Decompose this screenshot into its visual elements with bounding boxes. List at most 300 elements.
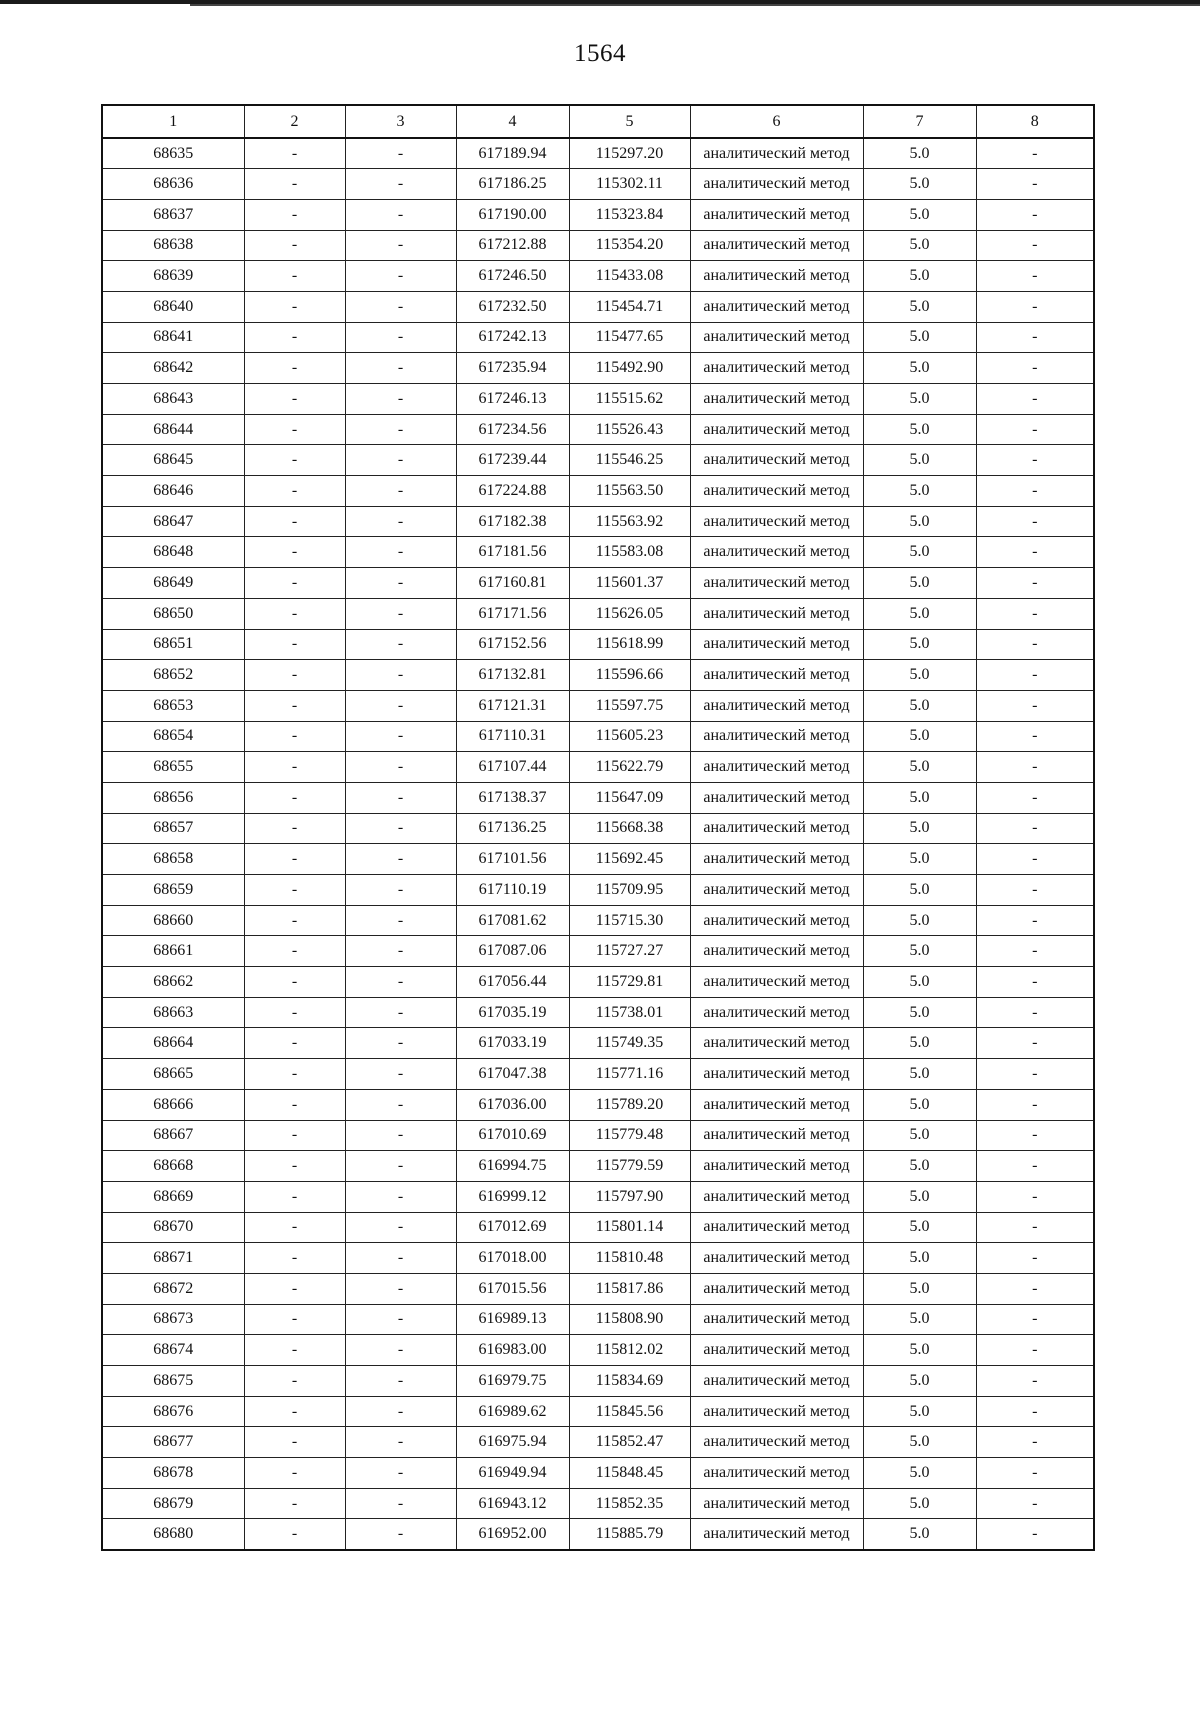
table-row bbox=[102, 414, 1094, 445]
col8-cell: - bbox=[976, 261, 1094, 292]
method-cell: аналитический метод bbox=[690, 813, 863, 844]
col3-cell: - bbox=[345, 1273, 456, 1304]
x-coordinate-cell: 617087.06 bbox=[456, 936, 569, 967]
accuracy-cell: 5.0 bbox=[863, 629, 976, 660]
col2-cell: - bbox=[244, 1519, 345, 1550]
table-row bbox=[102, 660, 1094, 691]
col8-cell: - bbox=[976, 1304, 1094, 1335]
col8-cell: - bbox=[976, 138, 1094, 169]
x-coordinate-cell: 616943.12 bbox=[456, 1488, 569, 1519]
point-number-cell: 68659 bbox=[102, 875, 244, 906]
y-coordinate-cell: 115597.75 bbox=[569, 690, 690, 721]
col2-cell: - bbox=[244, 875, 345, 906]
col2-cell: - bbox=[244, 445, 345, 476]
col2-cell: - bbox=[244, 1181, 345, 1212]
col2-cell: - bbox=[244, 936, 345, 967]
x-coordinate-cell: 617152.56 bbox=[456, 629, 569, 660]
table-row bbox=[102, 537, 1094, 568]
col2-cell: - bbox=[244, 1120, 345, 1151]
col8-cell: - bbox=[976, 905, 1094, 936]
x-coordinate-cell: 617121.31 bbox=[456, 690, 569, 721]
col2-cell: - bbox=[244, 414, 345, 445]
point-number-cell: 68680 bbox=[102, 1519, 244, 1550]
x-coordinate-cell: 617047.38 bbox=[456, 1059, 569, 1090]
method-cell: аналитический метод bbox=[690, 905, 863, 936]
point-number-cell: 68649 bbox=[102, 568, 244, 599]
x-coordinate-cell: 617110.31 bbox=[456, 721, 569, 752]
x-coordinate-cell: 616989.13 bbox=[456, 1304, 569, 1335]
x-coordinate-cell: 616999.12 bbox=[456, 1181, 569, 1212]
y-coordinate-cell: 115779.48 bbox=[569, 1120, 690, 1151]
point-number-cell: 68672 bbox=[102, 1273, 244, 1304]
table-row bbox=[102, 322, 1094, 353]
col8-cell: - bbox=[976, 1059, 1094, 1090]
point-number-cell: 68638 bbox=[102, 230, 244, 261]
method-cell: аналитический метод bbox=[690, 844, 863, 875]
col8-cell: - bbox=[976, 660, 1094, 691]
y-coordinate-cell: 115715.30 bbox=[569, 905, 690, 936]
col3-cell: - bbox=[345, 690, 456, 721]
point-number-cell: 68679 bbox=[102, 1488, 244, 1519]
col8-cell: - bbox=[976, 1089, 1094, 1120]
col2-cell: - bbox=[244, 598, 345, 629]
y-coordinate-cell: 115692.45 bbox=[569, 844, 690, 875]
point-number-cell: 68639 bbox=[102, 261, 244, 292]
x-coordinate-cell: 617234.56 bbox=[456, 414, 569, 445]
x-coordinate-cell: 617242.13 bbox=[456, 322, 569, 353]
accuracy-cell: 5.0 bbox=[863, 199, 976, 230]
method-cell: аналитический метод bbox=[690, 476, 863, 507]
col2-cell: - bbox=[244, 905, 345, 936]
col8-cell: - bbox=[976, 1488, 1094, 1519]
table-row bbox=[102, 230, 1094, 261]
col3-cell: - bbox=[345, 568, 456, 599]
accuracy-cell: 5.0 bbox=[863, 660, 976, 691]
y-coordinate-cell: 115601.37 bbox=[569, 568, 690, 599]
accuracy-cell: 5.0 bbox=[863, 1120, 976, 1151]
x-coordinate-cell: 616949.94 bbox=[456, 1458, 569, 1489]
table-row bbox=[102, 169, 1094, 200]
accuracy-cell: 5.0 bbox=[863, 813, 976, 844]
y-coordinate-cell: 115546.25 bbox=[569, 445, 690, 476]
y-coordinate-cell: 115605.23 bbox=[569, 721, 690, 752]
y-coordinate-cell: 115433.08 bbox=[569, 261, 690, 292]
col8-cell: - bbox=[976, 322, 1094, 353]
col3-cell: - bbox=[345, 199, 456, 230]
point-number-cell: 68674 bbox=[102, 1335, 244, 1366]
col3-cell: - bbox=[345, 1181, 456, 1212]
x-coordinate-cell: 617186.25 bbox=[456, 169, 569, 200]
point-number-cell: 68661 bbox=[102, 936, 244, 967]
method-cell: аналитический метод bbox=[690, 353, 863, 384]
accuracy-cell: 5.0 bbox=[863, 598, 976, 629]
col2-cell: - bbox=[244, 660, 345, 691]
table-row bbox=[102, 936, 1094, 967]
column-header: 5 bbox=[569, 105, 690, 138]
col3-cell: - bbox=[345, 997, 456, 1028]
y-coordinate-cell: 115852.35 bbox=[569, 1488, 690, 1519]
table-row bbox=[102, 752, 1094, 783]
col2-cell: - bbox=[244, 1488, 345, 1519]
x-coordinate-cell: 617189.94 bbox=[456, 138, 569, 169]
point-number-cell: 68662 bbox=[102, 967, 244, 998]
y-coordinate-cell: 115817.86 bbox=[569, 1273, 690, 1304]
accuracy-cell: 5.0 bbox=[863, 1243, 976, 1274]
col3-cell: - bbox=[345, 1212, 456, 1243]
x-coordinate-cell: 617056.44 bbox=[456, 967, 569, 998]
col2-cell: - bbox=[244, 138, 345, 169]
x-coordinate-cell: 617160.81 bbox=[456, 568, 569, 599]
method-cell: аналитический метод bbox=[690, 1366, 863, 1397]
method-cell: аналитический метод bbox=[690, 506, 863, 537]
column-header: 7 bbox=[863, 105, 976, 138]
table-row bbox=[102, 905, 1094, 936]
table-row bbox=[102, 1028, 1094, 1059]
table-row bbox=[102, 997, 1094, 1028]
table-row bbox=[102, 353, 1094, 384]
table-row bbox=[102, 1488, 1094, 1519]
accuracy-cell: 5.0 bbox=[863, 291, 976, 322]
y-coordinate-cell: 115779.59 bbox=[569, 1151, 690, 1182]
table-row bbox=[102, 506, 1094, 537]
accuracy-cell: 5.0 bbox=[863, 414, 976, 445]
col3-cell: - bbox=[345, 261, 456, 292]
method-cell: аналитический метод bbox=[690, 138, 863, 169]
col8-cell: - bbox=[976, 506, 1094, 537]
x-coordinate-cell: 617181.56 bbox=[456, 537, 569, 568]
col2-cell: - bbox=[244, 353, 345, 384]
y-coordinate-cell: 115323.84 bbox=[569, 199, 690, 230]
col3-cell: - bbox=[345, 1028, 456, 1059]
accuracy-cell: 5.0 bbox=[863, 905, 976, 936]
y-coordinate-cell: 115789.20 bbox=[569, 1089, 690, 1120]
y-coordinate-cell: 115749.35 bbox=[569, 1028, 690, 1059]
table-row bbox=[102, 1181, 1094, 1212]
table-row bbox=[102, 813, 1094, 844]
x-coordinate-cell: 617101.56 bbox=[456, 844, 569, 875]
accuracy-cell: 5.0 bbox=[863, 1427, 976, 1458]
x-coordinate-cell: 616994.75 bbox=[456, 1151, 569, 1182]
point-number-cell: 68675 bbox=[102, 1366, 244, 1397]
y-coordinate-cell: 115738.01 bbox=[569, 997, 690, 1028]
col8-cell: - bbox=[976, 476, 1094, 507]
table-row bbox=[102, 1273, 1094, 1304]
col3-cell: - bbox=[345, 844, 456, 875]
col8-cell: - bbox=[976, 1212, 1094, 1243]
table-row bbox=[102, 1335, 1094, 1366]
table-row bbox=[102, 261, 1094, 292]
col2-cell: - bbox=[244, 476, 345, 507]
accuracy-cell: 5.0 bbox=[863, 506, 976, 537]
method-cell: аналитический метод bbox=[690, 445, 863, 476]
col3-cell: - bbox=[345, 721, 456, 752]
point-number-cell: 68644 bbox=[102, 414, 244, 445]
col2-cell: - bbox=[244, 568, 345, 599]
col8-cell: - bbox=[976, 782, 1094, 813]
col2-cell: - bbox=[244, 322, 345, 353]
col8-cell: - bbox=[976, 568, 1094, 599]
accuracy-cell: 5.0 bbox=[863, 353, 976, 384]
y-coordinate-cell: 115647.09 bbox=[569, 782, 690, 813]
col8-cell: - bbox=[976, 384, 1094, 415]
x-coordinate-cell: 617232.50 bbox=[456, 291, 569, 322]
column-header: 1 bbox=[102, 105, 244, 138]
point-number-cell: 68670 bbox=[102, 1212, 244, 1243]
col2-cell: - bbox=[244, 967, 345, 998]
column-header: 6 bbox=[690, 105, 863, 138]
col8-cell: - bbox=[976, 844, 1094, 875]
col8-cell: - bbox=[976, 230, 1094, 261]
point-number-cell: 68642 bbox=[102, 353, 244, 384]
method-cell: аналитический метод bbox=[690, 291, 863, 322]
point-number-cell: 68650 bbox=[102, 598, 244, 629]
accuracy-cell: 5.0 bbox=[863, 936, 976, 967]
table-row bbox=[102, 782, 1094, 813]
table-row bbox=[102, 875, 1094, 906]
col2-cell: - bbox=[244, 629, 345, 660]
column-header: 8 bbox=[976, 105, 1094, 138]
table-row bbox=[102, 844, 1094, 875]
x-coordinate-cell: 617035.19 bbox=[456, 997, 569, 1028]
point-number-cell: 68637 bbox=[102, 199, 244, 230]
y-coordinate-cell: 115852.47 bbox=[569, 1427, 690, 1458]
col3-cell: - bbox=[345, 1304, 456, 1335]
col2-cell: - bbox=[244, 1396, 345, 1427]
table-row bbox=[102, 138, 1094, 169]
method-cell: аналитический метод bbox=[690, 598, 863, 629]
y-coordinate-cell: 115618.99 bbox=[569, 629, 690, 660]
method-cell: аналитический метод bbox=[690, 997, 863, 1028]
col2-cell: - bbox=[244, 1028, 345, 1059]
method-cell: аналитический метод bbox=[690, 1120, 863, 1151]
col2-cell: - bbox=[244, 1243, 345, 1274]
col3-cell: - bbox=[345, 138, 456, 169]
accuracy-cell: 5.0 bbox=[863, 476, 976, 507]
method-cell: аналитический метод bbox=[690, 1458, 863, 1489]
col3-cell: - bbox=[345, 875, 456, 906]
method-cell: аналитический метод bbox=[690, 230, 863, 261]
col2-cell: - bbox=[244, 537, 345, 568]
table-row bbox=[102, 1243, 1094, 1274]
point-number-cell: 68677 bbox=[102, 1427, 244, 1458]
accuracy-cell: 5.0 bbox=[863, 844, 976, 875]
col3-cell: - bbox=[345, 322, 456, 353]
x-coordinate-cell: 617212.88 bbox=[456, 230, 569, 261]
y-coordinate-cell: 115354.20 bbox=[569, 230, 690, 261]
col3-cell: - bbox=[345, 445, 456, 476]
x-coordinate-cell: 617010.69 bbox=[456, 1120, 569, 1151]
col2-cell: - bbox=[244, 1089, 345, 1120]
x-coordinate-cell: 616989.62 bbox=[456, 1396, 569, 1427]
table-row bbox=[102, 1304, 1094, 1335]
col8-cell: - bbox=[976, 1427, 1094, 1458]
point-number-cell: 68660 bbox=[102, 905, 244, 936]
col2-cell: - bbox=[244, 169, 345, 200]
point-number-cell: 68666 bbox=[102, 1089, 244, 1120]
col8-cell: - bbox=[976, 445, 1094, 476]
col2-cell: - bbox=[244, 997, 345, 1028]
col2-cell: - bbox=[244, 813, 345, 844]
y-coordinate-cell: 115797.90 bbox=[569, 1181, 690, 1212]
accuracy-cell: 5.0 bbox=[863, 537, 976, 568]
col3-cell: - bbox=[345, 1151, 456, 1182]
col3-cell: - bbox=[345, 506, 456, 537]
y-coordinate-cell: 115729.81 bbox=[569, 967, 690, 998]
col8-cell: - bbox=[976, 1181, 1094, 1212]
accuracy-cell: 5.0 bbox=[863, 1304, 976, 1335]
x-coordinate-cell: 617239.44 bbox=[456, 445, 569, 476]
col8-cell: - bbox=[976, 1458, 1094, 1489]
table-row bbox=[102, 1519, 1094, 1550]
point-number-cell: 68664 bbox=[102, 1028, 244, 1059]
scan-edge-top-secondary bbox=[190, 4, 1200, 6]
accuracy-cell: 5.0 bbox=[863, 1212, 976, 1243]
x-coordinate-cell: 617036.00 bbox=[456, 1089, 569, 1120]
table-row bbox=[102, 1089, 1094, 1120]
accuracy-cell: 5.0 bbox=[863, 1059, 976, 1090]
point-number-cell: 68668 bbox=[102, 1151, 244, 1182]
point-number-cell: 68655 bbox=[102, 752, 244, 783]
method-cell: аналитический метод bbox=[690, 1089, 863, 1120]
x-coordinate-cell: 617246.50 bbox=[456, 261, 569, 292]
table-row bbox=[102, 690, 1094, 721]
y-coordinate-cell: 115515.62 bbox=[569, 384, 690, 415]
col3-cell: - bbox=[345, 1427, 456, 1458]
point-number-cell: 68656 bbox=[102, 782, 244, 813]
accuracy-cell: 5.0 bbox=[863, 169, 976, 200]
col3-cell: - bbox=[345, 537, 456, 568]
accuracy-cell: 5.0 bbox=[863, 1181, 976, 1212]
point-number-cell: 68676 bbox=[102, 1396, 244, 1427]
col8-cell: - bbox=[976, 690, 1094, 721]
table-row bbox=[102, 568, 1094, 599]
col3-cell: - bbox=[345, 660, 456, 691]
table-row bbox=[102, 1396, 1094, 1427]
y-coordinate-cell: 115477.65 bbox=[569, 322, 690, 353]
col8-cell: - bbox=[976, 598, 1094, 629]
accuracy-cell: 5.0 bbox=[863, 1151, 976, 1182]
point-number-cell: 68678 bbox=[102, 1458, 244, 1489]
col3-cell: - bbox=[345, 1396, 456, 1427]
table-header-row bbox=[102, 105, 1094, 138]
col8-cell: - bbox=[976, 936, 1094, 967]
method-cell: аналитический метод bbox=[690, 322, 863, 353]
table-row bbox=[102, 721, 1094, 752]
col2-cell: - bbox=[244, 1212, 345, 1243]
accuracy-cell: 5.0 bbox=[863, 1273, 976, 1304]
accuracy-cell: 5.0 bbox=[863, 782, 976, 813]
method-cell: аналитический метод bbox=[690, 384, 863, 415]
col3-cell: - bbox=[345, 1059, 456, 1090]
y-coordinate-cell: 115297.20 bbox=[569, 138, 690, 169]
accuracy-cell: 5.0 bbox=[863, 445, 976, 476]
method-cell: аналитический метод bbox=[690, 875, 863, 906]
x-coordinate-cell: 617235.94 bbox=[456, 353, 569, 384]
table-row bbox=[102, 445, 1094, 476]
accuracy-cell: 5.0 bbox=[863, 1488, 976, 1519]
x-coordinate-cell: 617138.37 bbox=[456, 782, 569, 813]
col8-cell: - bbox=[976, 1335, 1094, 1366]
x-coordinate-cell: 617246.13 bbox=[456, 384, 569, 415]
y-coordinate-cell: 115808.90 bbox=[569, 1304, 690, 1335]
point-number-cell: 68641 bbox=[102, 322, 244, 353]
col8-cell: - bbox=[976, 537, 1094, 568]
col8-cell: - bbox=[976, 752, 1094, 783]
method-cell: аналитический метод bbox=[690, 782, 863, 813]
x-coordinate-cell: 617081.62 bbox=[456, 905, 569, 936]
accuracy-cell: 5.0 bbox=[863, 1519, 976, 1550]
point-number-cell: 68640 bbox=[102, 291, 244, 322]
col8-cell: - bbox=[976, 721, 1094, 752]
col8-cell: - bbox=[976, 1396, 1094, 1427]
y-coordinate-cell: 115526.43 bbox=[569, 414, 690, 445]
point-number-cell: 68671 bbox=[102, 1243, 244, 1274]
accuracy-cell: 5.0 bbox=[863, 752, 976, 783]
col2-cell: - bbox=[244, 1366, 345, 1397]
col3-cell: - bbox=[345, 291, 456, 322]
y-coordinate-cell: 115668.38 bbox=[569, 813, 690, 844]
method-cell: аналитический метод bbox=[690, 629, 863, 660]
x-coordinate-cell: 617182.38 bbox=[456, 506, 569, 537]
col8-cell: - bbox=[976, 353, 1094, 384]
table-row bbox=[102, 1366, 1094, 1397]
method-cell: аналитический метод bbox=[690, 1427, 863, 1458]
y-coordinate-cell: 115454.71 bbox=[569, 291, 690, 322]
col3-cell: - bbox=[345, 384, 456, 415]
col3-cell: - bbox=[345, 230, 456, 261]
accuracy-cell: 5.0 bbox=[863, 875, 976, 906]
y-coordinate-cell: 115626.05 bbox=[569, 598, 690, 629]
method-cell: аналитический метод bbox=[690, 1273, 863, 1304]
method-cell: аналитический метод bbox=[690, 967, 863, 998]
accuracy-cell: 5.0 bbox=[863, 261, 976, 292]
method-cell: аналитический метод bbox=[690, 1181, 863, 1212]
col8-cell: - bbox=[976, 967, 1094, 998]
column-header: 4 bbox=[456, 105, 569, 138]
table-row bbox=[102, 967, 1094, 998]
y-coordinate-cell: 115709.95 bbox=[569, 875, 690, 906]
col3-cell: - bbox=[345, 752, 456, 783]
method-cell: аналитический метод bbox=[690, 1028, 863, 1059]
x-coordinate-cell: 617132.81 bbox=[456, 660, 569, 691]
method-cell: аналитический метод bbox=[690, 199, 863, 230]
table-row bbox=[102, 1427, 1094, 1458]
method-cell: аналитический метод bbox=[690, 169, 863, 200]
x-coordinate-cell: 616979.75 bbox=[456, 1366, 569, 1397]
col3-cell: - bbox=[345, 1366, 456, 1397]
point-number-cell: 68646 bbox=[102, 476, 244, 507]
method-cell: аналитический метод bbox=[690, 1151, 863, 1182]
col8-cell: - bbox=[976, 1243, 1094, 1274]
point-number-cell: 68663 bbox=[102, 997, 244, 1028]
col3-cell: - bbox=[345, 782, 456, 813]
y-coordinate-cell: 115848.45 bbox=[569, 1458, 690, 1489]
col2-cell: - bbox=[244, 1273, 345, 1304]
y-coordinate-cell: 115812.02 bbox=[569, 1335, 690, 1366]
table-row bbox=[102, 629, 1094, 660]
point-number-cell: 68643 bbox=[102, 384, 244, 415]
accuracy-cell: 5.0 bbox=[863, 1028, 976, 1059]
point-number-cell: 68635 bbox=[102, 138, 244, 169]
point-number-cell: 68667 bbox=[102, 1120, 244, 1151]
accuracy-cell: 5.0 bbox=[863, 138, 976, 169]
method-cell: аналитический метод bbox=[690, 1243, 863, 1274]
x-coordinate-cell: 617110.19 bbox=[456, 875, 569, 906]
table-row bbox=[102, 199, 1094, 230]
table-row bbox=[102, 476, 1094, 507]
col2-cell: - bbox=[244, 690, 345, 721]
x-coordinate-cell: 617224.88 bbox=[456, 476, 569, 507]
